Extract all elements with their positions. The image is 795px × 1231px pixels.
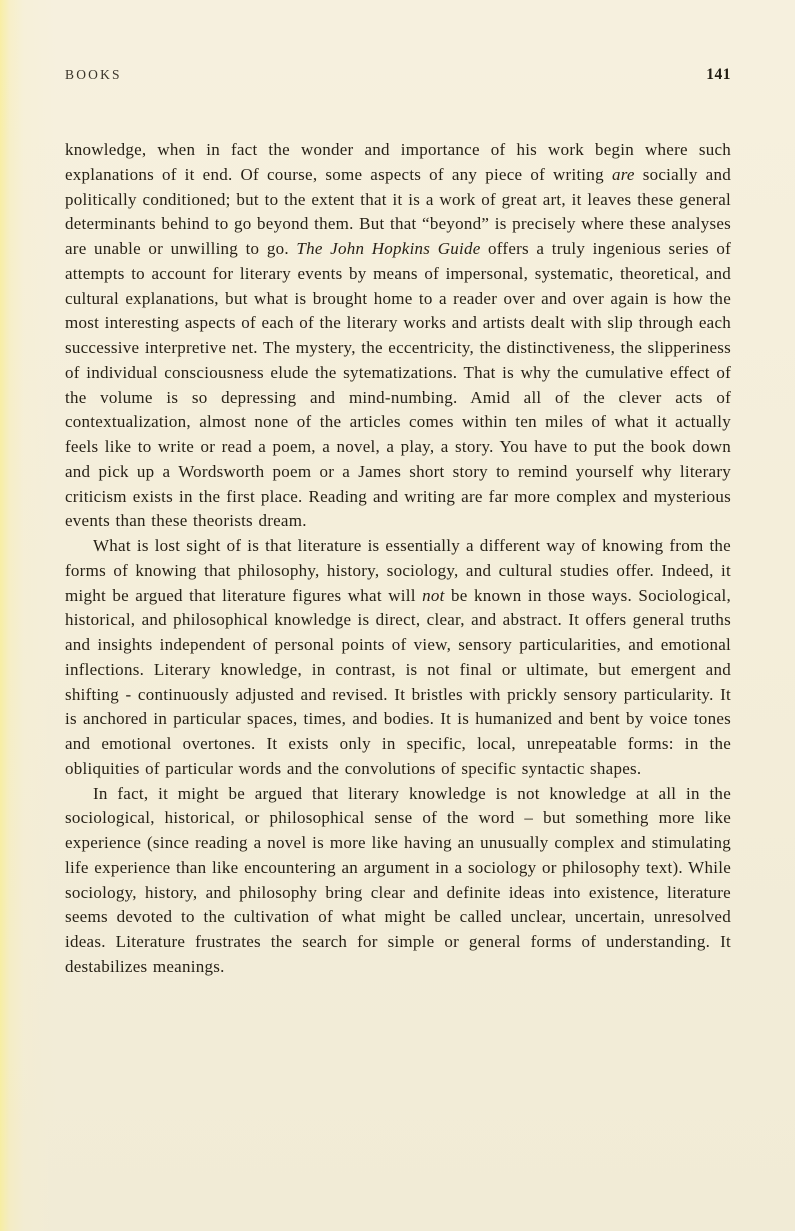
text-run: be known in those ways. Sociological, historical, and philosophical knowledge is direct, clear, and abstract. It offers general truths and insights independent of personal points of view, sensory particularities, and emotional inflections. Literary knowledge, in contrast, is not final or ultimate, but emergent and shifting - continuously adjusted and revised. It bristles with prickly sensory particularity. It is anchored in particular spaces, times, and bodies. It is humanized and bent by voice tones and emotional overtones. It exists only in specific, local, unrepeatable forms: in the obliquities of particular words and the convolutions of specific syntactic shapes. bbox=[65, 585, 731, 778]
page-number: 141 bbox=[706, 66, 731, 83]
italic-text-run: The John Hopkins Guide bbox=[296, 239, 481, 258]
paragraph bbox=[65, 534, 731, 782]
paragraph bbox=[65, 138, 731, 534]
text-run: What is lost sight of is that literature is essentially a different way of knowing from the forms of knowing that philosophy, history, sociology, and cultural studies offer. Indeed, it might be argued that literature figures what will bbox=[65, 536, 731, 605]
text-run: socially and politically conditioned; but to the extent that it is a work of great art, it leaves these general determinants behind to go beyond them. But that “beyond” is precisely where these analyses are unable or unwilling to go. bbox=[65, 164, 731, 258]
body-text bbox=[65, 138, 731, 980]
text-run: In fact, it might be argued that literary knowledge is not knowledge at all in the sociological, historical, or philosophical sense of the word – but something more like experience (since reading a novel is more like having an unusually complex and stimulating life experience than like encountering an argument in a sociology or philosophy text). While sociology, history, and philosophy bring clear and definite ideas into existence, literature seems devoted to the cultivation of what might be called unclear, uncertain, unresolved ideas. Literature frustrates the search for simple or general forms of understanding. It destabilizes meanings. bbox=[65, 783, 731, 976]
running-header-title: BOOKS bbox=[65, 67, 122, 82]
text-run: knowledge, when in fact the wonder and importance of his work begin where such explanations of it end. Of course, some aspects of any piece of writing bbox=[65, 140, 731, 184]
running-header bbox=[65, 66, 731, 84]
italic-text-run: are bbox=[611, 164, 635, 184]
text-run: offers a truly ingenious series of attempts to account for literary events by means of impersonal, systematic, theoretical, and cultural explanations, but what is brought home to a reader over and over again is how the most interesting aspects of each of the literary works and artists dealt with slip through each successive interpretive net. The mystery, the eccentricity, the distinctiveness, the slipperiness of individual consciousness elude the sytematizations. That is why the cumulative effect of the volume is so depressing and mind-numbing. Amid all of the clever acts of contextualization, almost none of the articles comes within ten miles of what it actually feels like to write or read a poem, a novel, a play, a story. You have to put the book down and pick up a Wordsworth poem or a James short story to remind yourself why literary criticism exists in the first place. Reading and writing are far more complex and mysterious events than these theorists dream. bbox=[65, 239, 731, 531]
paragraph bbox=[65, 782, 731, 980]
italic-text-run: not bbox=[422, 585, 445, 605]
